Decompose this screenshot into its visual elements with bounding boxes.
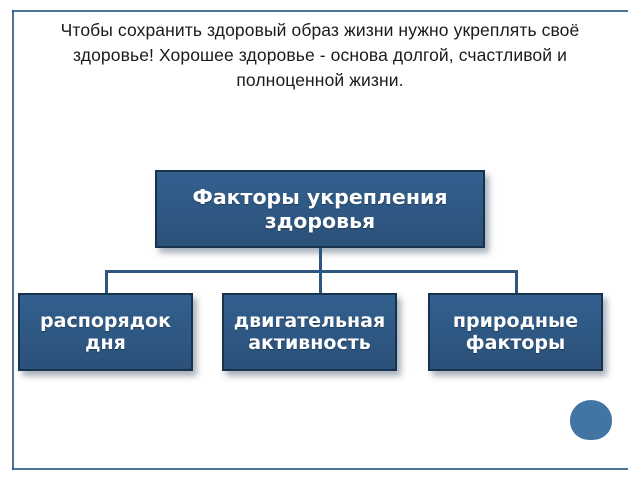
diagram-child-node-2 (222, 293, 397, 371)
decorative-oval (570, 400, 612, 440)
diagram-root-node (155, 170, 485, 248)
slide-headline: Чтобы сохранить здоровый образ жизни нужно укреплять своё здоровье! Хорошее здоровье - основа долгой, счастливой и полноценной жизни. (60, 20, 580, 90)
connector-child-2-vertical (319, 270, 322, 294)
health-factors-diagram (0, 150, 640, 410)
frame-line-top (12, 10, 628, 12)
diagram-child-2-label: двигательная активность (233, 309, 386, 354)
connector-child-1-vertical (105, 270, 108, 294)
diagram-child-3-label: природные факторы (452, 309, 579, 354)
diagram-child-node-3 (428, 293, 603, 371)
frame-line-bottom (12, 468, 628, 470)
connector-horizontal (105, 270, 518, 273)
diagram-child-node-1 (18, 293, 193, 371)
connector-root-vertical (319, 248, 322, 272)
connector-child-3-vertical (515, 270, 518, 294)
diagram-child-1-label: распорядок дня (40, 309, 171, 354)
diagram-root-label: Факторы укрепления здоровья (192, 184, 448, 233)
